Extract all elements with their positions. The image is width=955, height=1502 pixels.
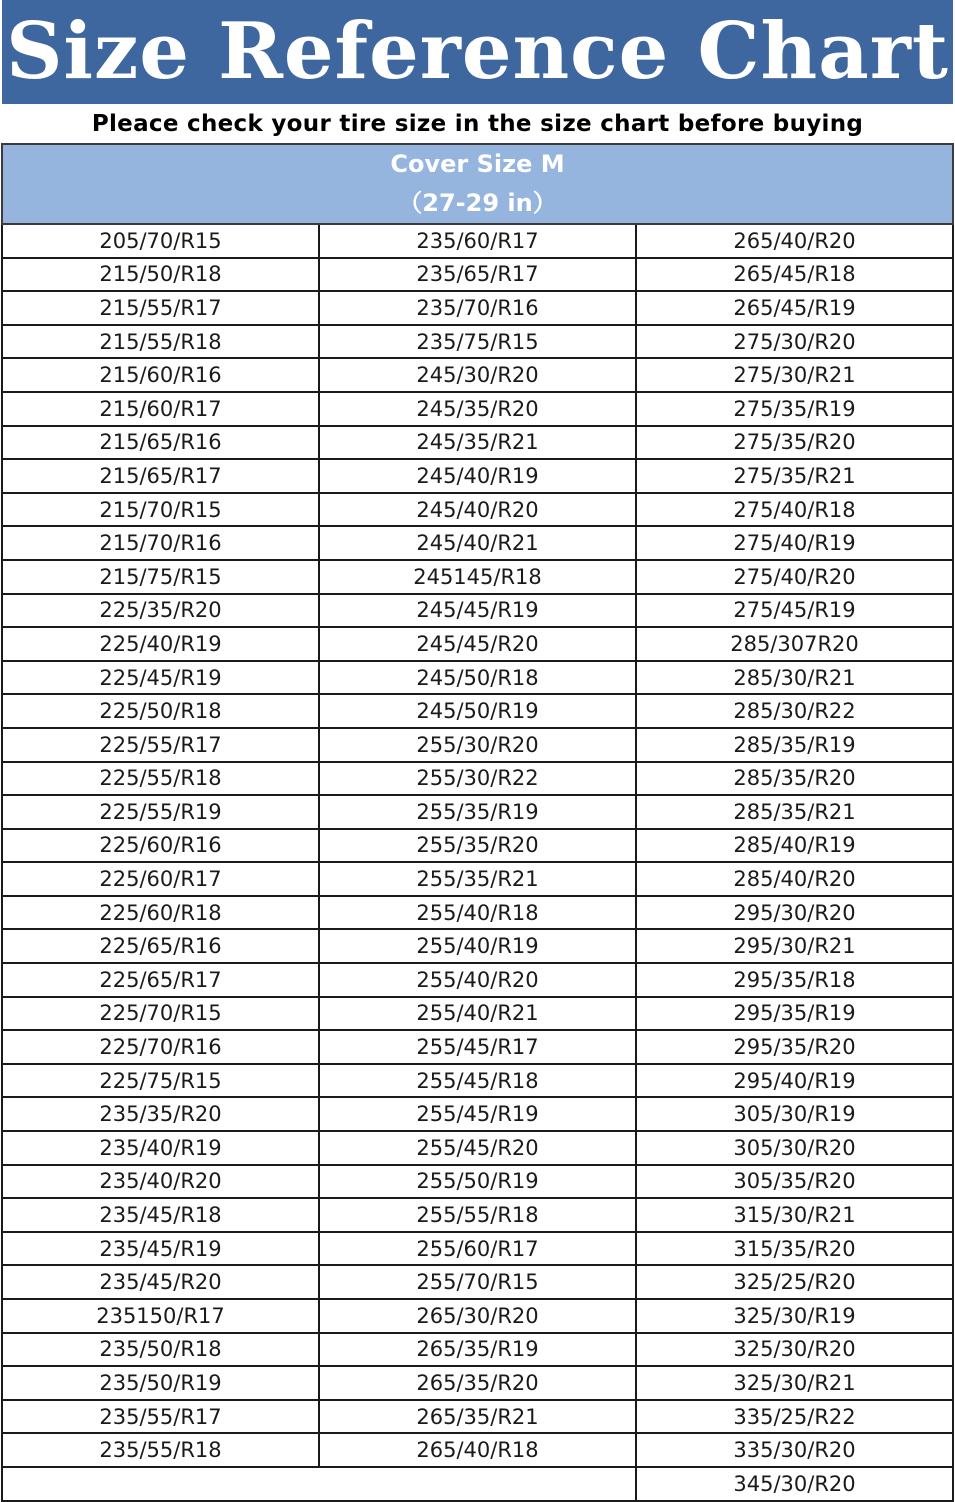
tire-size-cell: 255/50/R19 [319, 1165, 636, 1199]
tire-size-cell: 225/55/R17 [2, 728, 319, 762]
table-row [2, 762, 953, 796]
tire-size-cell: 225/60/R18 [2, 896, 319, 930]
tire-size-cell: 225/65/R17 [2, 963, 319, 997]
table-row [2, 929, 953, 963]
tire-size-cell: 325/30/R21 [636, 1366, 953, 1400]
tire-size-cell: 235/55/R18 [2, 1433, 319, 1467]
tire-size-cell: 255/40/R20 [319, 963, 636, 997]
tire-size-cell: 325/25/R20 [636, 1265, 953, 1299]
table-row [2, 358, 953, 392]
tire-size-cell: 215/75/R15 [2, 560, 319, 594]
tire-size-cell: 275/45/R19 [636, 594, 953, 628]
tire-size-cell: 235/45/R20 [2, 1265, 319, 1299]
table-row [2, 862, 953, 896]
table-row [2, 1400, 953, 1434]
table-row [2, 1232, 953, 1266]
tire-size-cell: 235/40/R20 [2, 1165, 319, 1199]
tire-size-cell: 255/40/R18 [319, 896, 636, 930]
size-table [1, 143, 954, 1502]
table-row [2, 258, 953, 292]
tire-size-cell: 275/40/R18 [636, 493, 953, 527]
tire-size-cell: 255/45/R17 [319, 1030, 636, 1064]
tire-size-cell: 225/75/R15 [2, 1064, 319, 1098]
tire-size-cell: 215/65/R17 [2, 459, 319, 493]
tire-size-cell: 225/55/R19 [2, 795, 319, 829]
tire-size-cell: 215/65/R16 [2, 426, 319, 460]
tire-size-cell: 215/50/R18 [2, 258, 319, 292]
tire-size-cell: 315/35/R20 [636, 1232, 953, 1266]
table-row [2, 1265, 953, 1299]
table-row [2, 493, 953, 527]
tire-size-cell: 255/30/R20 [319, 728, 636, 762]
table-row [2, 560, 953, 594]
tire-size-cell: 235/40/R19 [2, 1131, 319, 1165]
tire-size-cell: 285/30/R22 [636, 694, 953, 728]
tire-size-cell: 255/30/R22 [319, 762, 636, 796]
table-row [2, 526, 953, 560]
table-row [2, 997, 953, 1031]
tire-size-cell: 305/30/R19 [636, 1097, 953, 1131]
chart-title-banner [2, 0, 953, 104]
tire-size-cell: 255/40/R21 [319, 997, 636, 1031]
table-row [2, 594, 953, 628]
table-row [2, 1467, 953, 1501]
cover-size-range: （27-29 in） [398, 189, 557, 217]
tire-size-cell: 225/35/R20 [2, 594, 319, 628]
tire-size-cell: 255/60/R17 [319, 1232, 636, 1266]
tire-size-cell: 285/35/R20 [636, 762, 953, 796]
tire-size-cell: 235150/R17 [2, 1299, 319, 1333]
table-row [2, 291, 953, 325]
tire-size-cell: 305/30/R20 [636, 1131, 953, 1165]
tire-size-cell: 345/30/R20 [636, 1467, 953, 1501]
table-row [2, 426, 953, 460]
tire-size-cell: 235/70/R16 [319, 291, 636, 325]
size-table-body [2, 224, 953, 1501]
tire-size-cell: 245/35/R20 [319, 392, 636, 426]
tire-size-cell: 215/60/R17 [2, 392, 319, 426]
tire-size-cell: 205/70/R15 [2, 224, 319, 258]
chart-subtitle: Pleace check your tire size in the size chart before buying [91, 111, 864, 137]
table-row [2, 1097, 953, 1131]
tire-size-cell: 245/40/R21 [319, 526, 636, 560]
table-row [2, 728, 953, 762]
tire-size-cell: 225/70/R15 [2, 997, 319, 1031]
tire-size-cell: 235/55/R17 [2, 1400, 319, 1434]
table-row [2, 694, 953, 728]
tire-size-cell: 265/45/R19 [636, 291, 953, 325]
tire-size-cell: 275/35/R21 [636, 459, 953, 493]
tire-size-cell: 255/40/R19 [319, 929, 636, 963]
tire-size-cell: 235/45/R18 [2, 1198, 319, 1232]
tire-size-cell: 265/40/R20 [636, 224, 953, 258]
empty-cell [2, 1467, 636, 1501]
tire-size-cell: 215/55/R18 [2, 325, 319, 359]
tire-size-cell: 285/30/R21 [636, 661, 953, 695]
cover-size-label: Cover Size M [390, 150, 565, 178]
tire-size-cell: 275/40/R20 [636, 560, 953, 594]
tire-size-cell: 235/60/R17 [319, 224, 636, 258]
tire-size-cell: 315/30/R21 [636, 1198, 953, 1232]
tire-size-cell: 245/35/R21 [319, 426, 636, 460]
cover-size-header [2, 144, 953, 224]
tire-size-cell: 245/50/R19 [319, 694, 636, 728]
tire-size-cell: 245/40/R20 [319, 493, 636, 527]
tire-size-cell: 265/40/R18 [319, 1433, 636, 1467]
table-row [2, 1030, 953, 1064]
tire-size-cell: 285/35/R19 [636, 728, 953, 762]
tire-size-cell: 265/45/R18 [636, 258, 953, 292]
table-row [2, 896, 953, 930]
table-row [2, 392, 953, 426]
tire-size-cell: 275/35/R20 [636, 426, 953, 460]
table-header-row [2, 144, 953, 224]
tire-size-cell: 235/75/R15 [319, 325, 636, 359]
tire-size-cell: 275/30/R21 [636, 358, 953, 392]
tire-size-cell: 305/35/R20 [636, 1165, 953, 1199]
tire-size-cell: 265/35/R21 [319, 1400, 636, 1434]
table-row [2, 1366, 953, 1400]
tire-size-cell: 245/45/R20 [319, 627, 636, 661]
tire-size-cell: 325/30/R19 [636, 1299, 953, 1333]
tire-size-cell: 295/35/R18 [636, 963, 953, 997]
tire-size-cell: 285/35/R21 [636, 795, 953, 829]
table-row [2, 963, 953, 997]
tire-size-cell: 275/40/R19 [636, 526, 953, 560]
table-row [2, 1433, 953, 1467]
tire-size-cell: 285/40/R19 [636, 829, 953, 863]
table-row [2, 459, 953, 493]
table-row [2, 1064, 953, 1098]
tire-size-cell: 295/35/R19 [636, 997, 953, 1031]
table-row [2, 1131, 953, 1165]
table-row [2, 1165, 953, 1199]
tire-size-cell: 235/45/R19 [2, 1232, 319, 1266]
table-row [2, 795, 953, 829]
tire-size-cell: 335/30/R20 [636, 1433, 953, 1467]
tire-size-cell: 255/35/R19 [319, 795, 636, 829]
tire-size-cell: 295/40/R19 [636, 1064, 953, 1098]
table-row [2, 325, 953, 359]
tire-size-cell: 225/40/R19 [2, 627, 319, 661]
tire-size-cell: 235/65/R17 [319, 258, 636, 292]
table-row [2, 627, 953, 661]
tire-size-cell: 225/65/R16 [2, 929, 319, 963]
tire-size-cell: 255/70/R15 [319, 1265, 636, 1299]
tire-size-cell: 265/35/R20 [319, 1366, 636, 1400]
tire-size-cell: 265/30/R20 [319, 1299, 636, 1333]
tire-size-cell: 255/45/R18 [319, 1064, 636, 1098]
tire-size-cell: 215/70/R16 [2, 526, 319, 560]
tire-size-cell: 245/40/R19 [319, 459, 636, 493]
tire-size-cell: 245145/R18 [319, 560, 636, 594]
table-row [2, 1198, 953, 1232]
chart-title: Size Reference Chart [6, 6, 949, 97]
tire-size-cell: 225/60/R17 [2, 862, 319, 896]
tire-size-cell: 255/45/R20 [319, 1131, 636, 1165]
tire-size-cell: 235/35/R20 [2, 1097, 319, 1131]
tire-size-cell: 285/40/R20 [636, 862, 953, 896]
table-row [2, 224, 953, 258]
tire-size-cell: 245/30/R20 [319, 358, 636, 392]
tire-size-cell: 245/50/R18 [319, 661, 636, 695]
tire-size-cell: 235/50/R19 [2, 1366, 319, 1400]
tire-size-cell: 225/70/R16 [2, 1030, 319, 1064]
tire-size-cell: 225/45/R19 [2, 661, 319, 695]
tire-size-cell: 215/60/R16 [2, 358, 319, 392]
tire-size-cell: 275/30/R20 [636, 325, 953, 359]
tire-size-cell: 285/307R20 [636, 627, 953, 661]
tire-size-cell: 255/45/R19 [319, 1097, 636, 1131]
table-row [2, 661, 953, 695]
tire-size-cell: 275/35/R19 [636, 392, 953, 426]
tire-size-cell: 335/25/R22 [636, 1400, 953, 1434]
tire-size-cell: 215/70/R15 [2, 493, 319, 527]
tire-size-cell: 295/35/R20 [636, 1030, 953, 1064]
table-row [2, 829, 953, 863]
table-row [2, 1333, 953, 1367]
tire-size-cell: 225/55/R18 [2, 762, 319, 796]
tire-size-cell: 215/55/R17 [2, 291, 319, 325]
tire-size-cell: 265/35/R19 [319, 1333, 636, 1367]
tire-size-cell: 225/50/R18 [2, 694, 319, 728]
tire-size-cell: 255/55/R18 [319, 1198, 636, 1232]
tire-size-cell: 255/35/R21 [319, 862, 636, 896]
tire-size-cell: 225/60/R16 [2, 829, 319, 863]
tire-size-cell: 295/30/R20 [636, 896, 953, 930]
tire-size-cell: 245/45/R19 [319, 594, 636, 628]
tire-size-cell: 235/50/R18 [2, 1333, 319, 1367]
tire-size-cell: 325/30/R20 [636, 1333, 953, 1367]
tire-size-cell: 295/30/R21 [636, 929, 953, 963]
table-row [2, 1299, 953, 1333]
tire-size-cell: 255/35/R20 [319, 829, 636, 863]
